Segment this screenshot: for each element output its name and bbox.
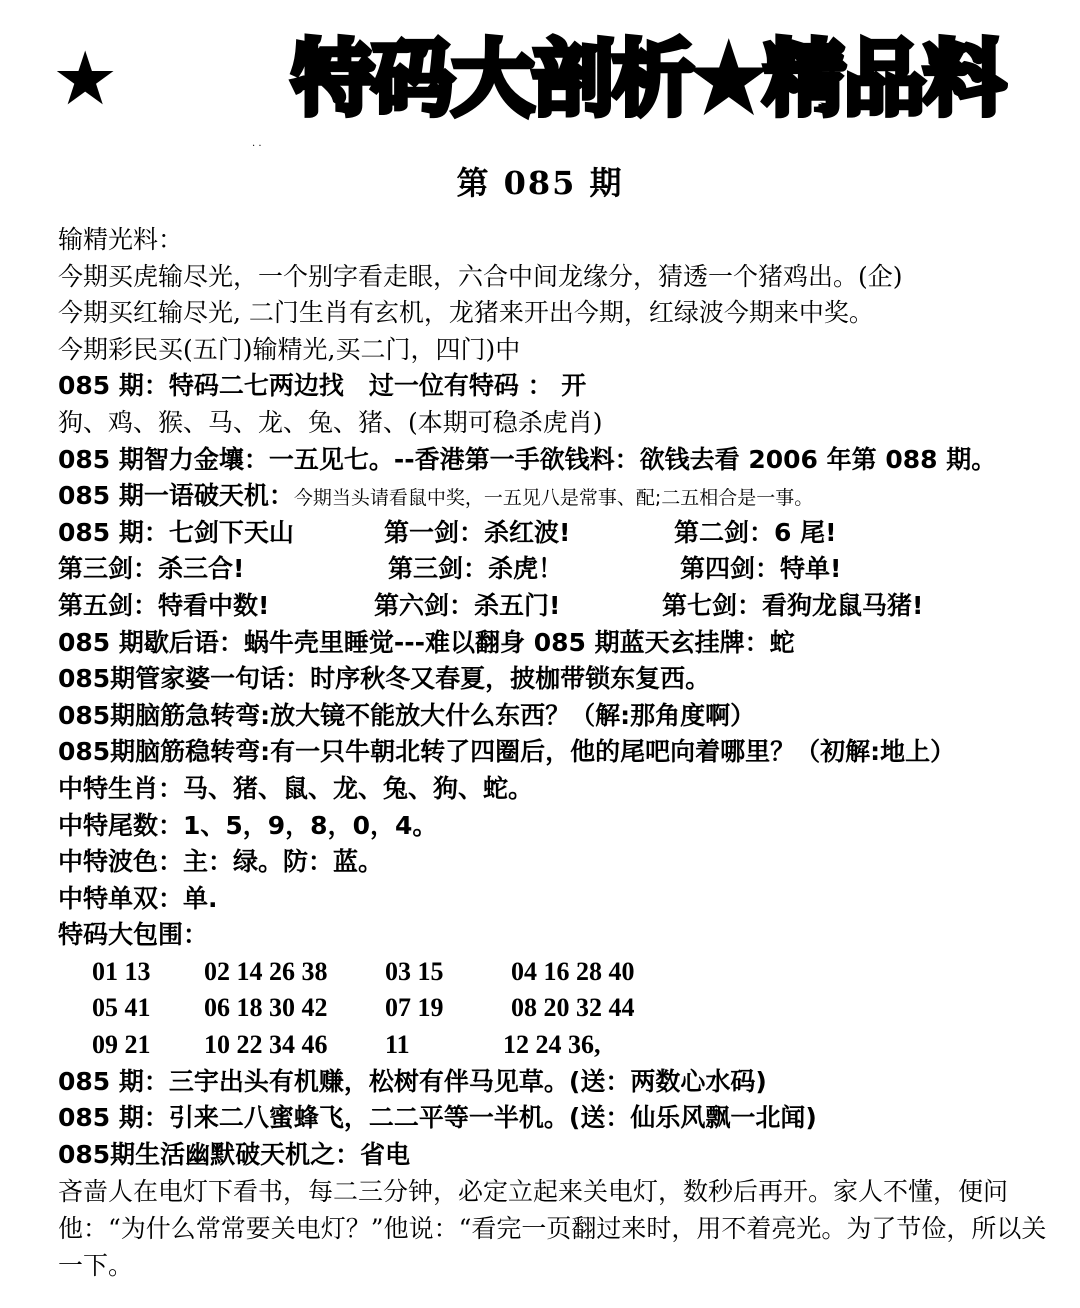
number-group: 02 14 26 38 xyxy=(204,956,328,986)
sword-item: 第三剑：杀虎！ xyxy=(388,554,564,584)
sword-item: 第六剑：杀五门! xyxy=(374,590,561,620)
sword-item: 第一剑：杀红波! xyxy=(384,517,571,547)
sword-row xyxy=(58,588,1068,625)
sword-item: 第三剑：杀三合! xyxy=(58,554,245,584)
text-line: 中特生肖：马、猪、鼠、龙、兔、狗、蛇。 xyxy=(58,773,534,803)
number-group: 01 13 xyxy=(92,956,151,986)
text-line: 085期脑筋急转弯:放大镜不能放大什么东西？（解:那角度啊） xyxy=(58,700,756,730)
yiyu-line xyxy=(58,478,1068,515)
text-line: 今期买红输尽光, 二门生肖有玄机，龙猪来开出今期，红绿波今期来中奖。 xyxy=(58,298,874,328)
text-line: 特码大包围： xyxy=(58,920,209,950)
number-group: 07 19 xyxy=(385,993,444,1023)
banner-title: 特码大剖析★精品料 xyxy=(292,32,1004,127)
number-group: 06 18 30 42 xyxy=(204,993,328,1023)
number-group: 11 xyxy=(385,1030,410,1060)
sword-row xyxy=(58,551,1068,588)
sword-item: 第二剑：6 尾! xyxy=(674,517,837,547)
text-line: 085期脑筋稳转弯:有一只牛朝北转了四圈后，他的尾吧向着哪里？（初解:地上） xyxy=(58,737,956,767)
number-group: 04 16 28 40 xyxy=(511,956,635,986)
text-line: 今期彩民买(五门)输精光,买二门，四门)中 xyxy=(58,334,521,364)
sword-item: 第五剑：特看中数! xyxy=(58,590,270,620)
number-group: 05 41 xyxy=(92,993,151,1023)
text-line: 085 期：三宇出头有机赚，松树有伴马见草。(送：两数心水码) xyxy=(58,1066,767,1096)
text-line: 中特尾数：1、5，9，8，0，4。 xyxy=(58,810,438,840)
sword-item: 第四剑：特单! xyxy=(680,554,842,584)
issue-title: 第 085 期 xyxy=(456,164,624,202)
number-row xyxy=(58,1027,1068,1064)
decorative-dots: . . xyxy=(252,138,262,149)
document-body xyxy=(58,222,1068,1284)
story-paragraph: 吝啬人在电灯下看书，每二三分钟，必定立起来关电灯，数秒后再开。家人不懂，便问他：“为什么常常要关电灯？”他说：“看完一页翻过来时，用不着亮光。为了节俭，所以关一下。 xyxy=(58,1177,1047,1281)
sword-row xyxy=(58,515,1068,552)
text-line: 085期管家婆一句话：时序秋冬又春夏，披枷带锁东复西。 xyxy=(58,664,711,694)
sword-item: 第七剑：看狗龙鼠马猪! xyxy=(662,590,924,620)
text-line: 中特单双：单. xyxy=(58,883,218,913)
yiyu-prefix: 085 期一语破天机： xyxy=(58,481,294,511)
text-line: 085 期：引来二八蜜蜂飞，二二平等一半机。(送：仙乐风飘一北闻) xyxy=(58,1103,817,1133)
number-group: 03 15 xyxy=(385,956,444,986)
number-group: 12 24 36, xyxy=(503,1030,601,1060)
text-line: 今期买虎输尽光，一个别字看走眼，六合中间龙缘分，猜透一个猪鸡出。(企) xyxy=(58,261,903,291)
yiyu-text: 今期当头请看鼠中奖，一五见八是常事、配;二五相合是一事。 xyxy=(293,487,814,510)
number-group: 08 20 32 44 xyxy=(511,993,635,1023)
text-line: 085期生活幽默破天机之：省电 xyxy=(58,1139,411,1169)
number-group: 10 22 34 46 xyxy=(204,1030,328,1060)
text-line: 中特波色：主：绿。防：蓝。 xyxy=(58,847,384,877)
text-line: 085 期：特码二七两边找 过一位有特码 ： 开 xyxy=(58,371,587,401)
text-line: 085 期智力金壤：一五见七。--香港第一手欲钱料：欲钱去看 2006 年第 088 期。 xyxy=(58,444,997,474)
text-line: 输精光料： xyxy=(58,225,184,254)
sword-item: 085 期：七剑下天山 xyxy=(58,517,294,547)
number-row xyxy=(58,954,1068,991)
text-line: 狗、鸡、猴、马、龙、兔、猪、(本期可稳杀虎肖) xyxy=(58,407,603,437)
header xyxy=(0,0,1080,150)
text-line: 085 期歇后语：蜗牛壳里睡觉---难以翻身 085 期蓝天玄挂牌：蛇 xyxy=(58,627,795,657)
number-row xyxy=(58,990,1068,1027)
star-icon: ★ xyxy=(52,36,119,122)
number-group: 09 21 xyxy=(92,1030,151,1060)
